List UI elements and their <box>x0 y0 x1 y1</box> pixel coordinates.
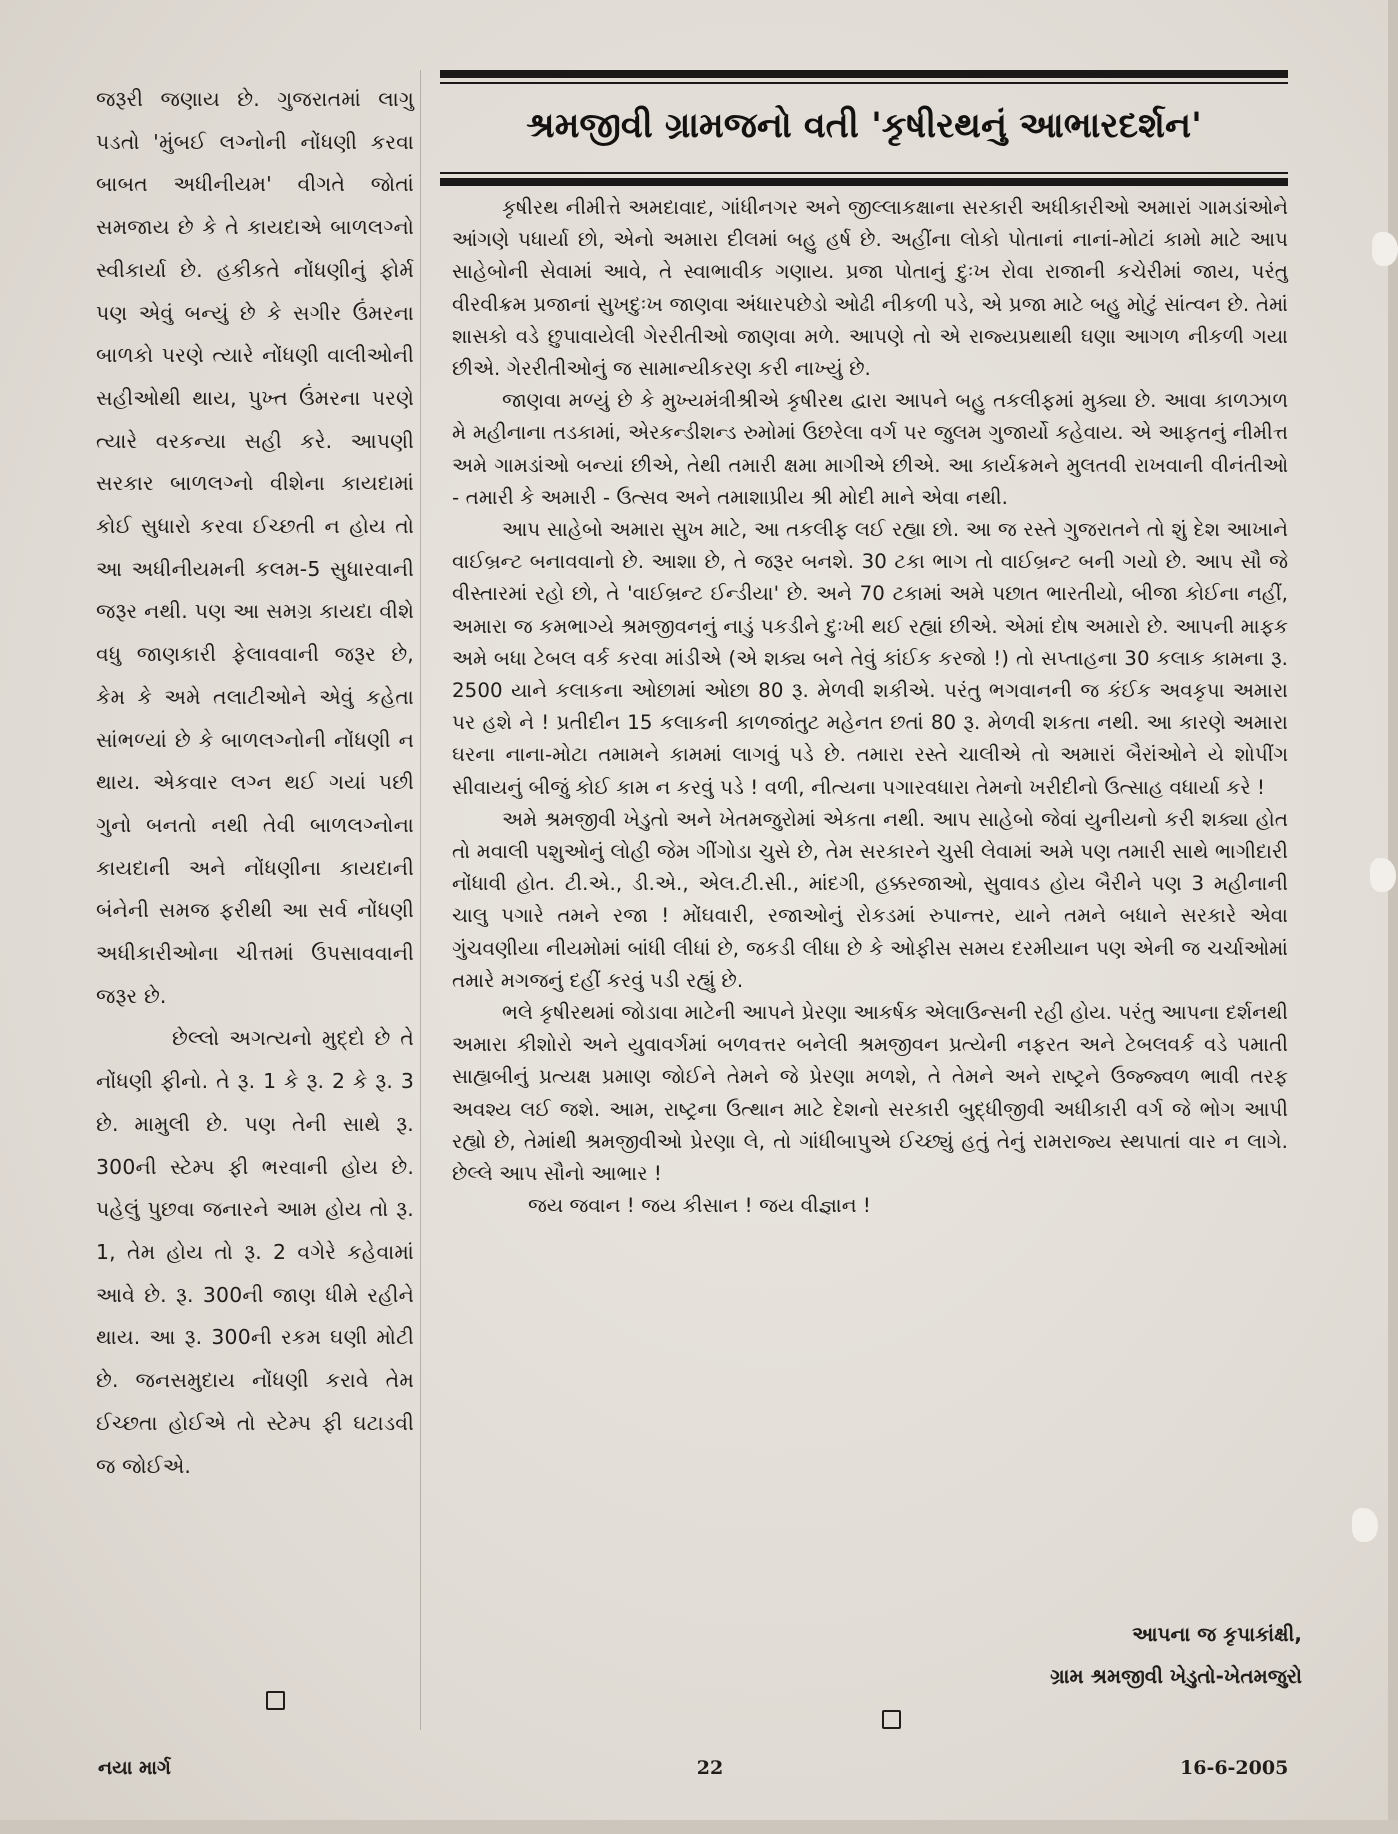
title-rule-top-thin <box>440 82 1288 84</box>
article-title: શ્રમજીવી ગ્રામજનો વતી 'કૃષીરથનું આભારદર્શન' <box>526 106 1202 146</box>
title-rule-bottom-thin <box>440 172 1288 174</box>
left-paragraph: જરૂરી જણાય છે. ગુજરાતમાં લાગુ પડતો 'મુંબઈ લગ્નોની નોંધણી કરવા બાબત અધીનીયમ' વીગતે જોતાં સમજાય છે કે તે કાયદાએ બાળલગ્નો સ્વીકાર્યા છે. હકીકતે નોંધણીનું ફોર્મ પણ એવું બન્યું છે કે સગીર ઉંમરના બાળકો પરણે ત્યારે નોંધણી વાલીઓની સહીઓથી થાય, પુખ્ત ઉંમરના પરણે ત્યારે વરકન્યા સહી કરે. આપણી સરકાર બાળલગ્નો વીશેના કાયદામાં કોઈ સુધારો કરવા ઈચ્છતી ન હોય તો આ અધીનીયમની કલમ-5 સુધારવાની જરૂર નથી. પણ આ સમગ્ર કાયદા વીશે વધુ જાણકારી ફેલાવવાની જરૂર છે, કેમ કે અમે તલાટીઓને એવું કહેતા સાંભળ્યાં છે કે બાળલગ્નોની નોંધણી ન થાય. એકવાર લગ્ન થઈ ગયાં પછી ગુનો બનતો નથી તેવી બાળલગ્નોના કાયદાની અને નોંધણીના કાયદાની બંનેની સમજ ફરીથી આ સર્વ નોંધણી અધીકારીઓના ચીત્તમાં ઉપસાવવાની જરૂર છે. <box>96 87 414 1008</box>
page-tear-mark <box>1352 1508 1378 1542</box>
title-rule-top-thick <box>440 70 1288 78</box>
article-cheer: જય જવાન ! જય કીસાન ! જય વીજ્ઞાન ! <box>528 1194 871 1218</box>
column-divider <box>420 70 421 1730</box>
page-tear-mark <box>1370 858 1396 892</box>
scan-bottom-shadow <box>0 1820 1398 1834</box>
article-body <box>452 192 1288 1223</box>
end-of-article-icon <box>266 1691 285 1710</box>
scan-edge-shadow <box>1388 0 1398 1834</box>
footer-date: 16-6-2005 <box>1180 1757 1289 1779</box>
footer-publication: નયા માર્ગ <box>98 1757 171 1779</box>
article-paragraph: જાણવા મળ્યું છે કે મુખ્યમંત્રીશ્રીએ કૃષીરથ દ્વારા આપને બહુ તકલીફમાં મુક્યા છે. આવા કાળઝાળ મે મહીનાના તડકામાં, એરકન્ડીશન્ડ રુમોમાં ઉછરેલા વર્ગ પર જુલમ ગુજાર્યો કહેવાય. એ આફતનું નીમીત્ત અમે ગામડાંઓ બન્યાં છીએ, તેથી તમારી ક્ષમા માગીએ છીએ. આ કાર્યક્રમને મુલતવી રાખવાની વીનંતીઓ - તમારી કે અમારી - ઉત્સવ અને તમાશાપ્રીય શ્રી મોદી માને એવા નથી. <box>452 389 1288 509</box>
left-column-text <box>96 78 414 1487</box>
left-paragraph: છેલ્લો અગત્યનો મુદ્દો છે તે નોંધણી ફીનો. તે રૂ. 1 કે રૂ. 2 કે રૂ. 3 છે. મામુલી છે. પણ તેની સાથે રૂ. 300ની સ્ટેમ્પ ફી ભરવાની હોય છે. પહેલું પુછવા જનારને આમ હોય તો રૂ. 1, તેમ હોય તો રૂ. 2 વગેરે કહેવામાં આવે છે. રૂ. 300ની જાણ ધીમે રહીને થાય. આ રૂ. 300ની રકમ ઘણી મોટી છે. જનસમુદાય નોંધણી કરાવે તેમ ઈચ્છતા હોઈએ તો સ્ટેમ્પ ફી ઘટાડવી જ જોઈએ. <box>96 1026 414 1478</box>
article-paragraph: ભલે કૃષીરથમાં જોડાવા માટેની આપને પ્રેરણા આકર્ષક એલાઉન્સની રહી હોય. પરંતુ આપના દર્શનથી અમારા કીશોરો અને યુવાવર્ગમાં બળવત્તર બનેલી શ્રમજીવન પ્રત્યેની નફરત અને ટેબલવર્ક વડે પમાતી સાહ્યબીનું પ્રત્યક્ષ પ્રમાણ જોઈને તેમને જે પ્રેરણા મળશે, તે તેમને અને રાષ્ટ્રને ઉજ્જ્વળ ભાવી તરફ અવશ્ય લઈ જશે. આમ, રાષ્ટ્રના ઉત્થાન માટે દેશનો સરકારી બુદ્ધીજીવી અધીકારી વર્ગ જે ભોગ આપી રહ્યો છે, તેમાંથી શ્રમજીવીઓ પ્રેરણા લે, તો ગાંધીબાપુએ ઈચ્છ્યું હતું તેનું રામરાજ્ય સ્થપાતાં વાર ન લાગે. છેલ્લે આપ સૌનો આભાર ! <box>452 1001 1288 1186</box>
article-paragraph: કૃષીરથ નીમીત્તે અમદાવાદ, ગાંધીનગર અને જીલ્લાકક્ષાના સરકારી અધીકારીઓ અમારાં ગામડાંઓને આંગણે પધાર્યા છો, એનો અમારા દીલમાં બહુ હર્ષ છે. અહીંના લોકો પોતાનાં નાનાં-મોટાં કામો માટે આપ સાહેબોની સેવામાં આવે, તે સ્વાભાવીક ગણાય. પ્રજા પોતાનું દુઃખ રોવા રાજાની કચેરીમાં જાય, પરંતુ વીરવીક્રમ પ્રજાનાં સુખદુઃખ જાણવા અંધારપછેડો ઓઢી નીકળી પડે, એ પ્રજા માટે બહુ મોટું સાંત્વન છે. તેમાં શાસકો વડે છુપાવાયેલી ગેરરીતીઓ જાણવા મળે. આપણે તો એ રાજ્યપ્રથાથી ઘણા આગળ નીકળી ગયા છીએ. ગેરરીતીઓનું જ સામાન્યીકરણ કરી નાખ્યું છે. <box>452 196 1288 381</box>
end-of-article-icon <box>882 1710 901 1729</box>
page-tear-mark <box>1372 232 1398 266</box>
footer-page-number: 22 <box>696 1757 724 1779</box>
title-rule-bottom-thick <box>440 178 1288 186</box>
article-paragraph: અમે શ્રમજીવી ખેડુતો અને ખેતમજુરોમાં એકતા નથી. આપ સાહેબો જેવાં યુનીયનો કરી શક્યા હોત તો મવાલી પશુઓનું લોહી જેમ ગીંગોડા ચુસે છે, તેમ સરકારને ચુસી લેવામાં અમે પણ તમારી સાથે ભાગીદારી નોંધાવી હોત. ટી.એ., ડી.એ., એલ.ટી.સી., માંદગી, હક્કરજાઓ, સુવાવડ હોય બૈરીને પણ 3 મહીનાની ચાલુ પગારે તમને રજા ! મોંઘવારી, રજાઓનું રોકડમાં રુપાન્તર, યાને તમને બધાને સરકારે એવા ગુંચવણીયા નીયમોમાં બાંધી લીધાં છે, જકડી લીધા છે કે ઓફીસ સમય દરમીયાન પણ એની જ ચર્ચાઓમાં તમારે મગજનું દહીં કરવું પડી રહ્યું છે. <box>452 807 1288 992</box>
signoff-line-1: આપના જ કૃપાકાંક્ષી, <box>1132 1622 1302 1646</box>
signoff-line-2: ગ્રામ શ્રમજીવી ખેડુતો-ખેતમજુરો <box>1050 1664 1302 1688</box>
article-paragraph: આપ સાહેબો અમારા સુખ માટે, આ તકલીફ લઈ રહ્યા છો. આ જ રસ્તે ગુજરાતને તો શું દેશ આખાને વાઈબ્રન્ટ બનાવવાનો છે. આશા છે, તે જરૂર બનશે. 30 ટકા ભાગ તો વાઈબ્રન્ટ બની ગયો છે. આપ સૌ જે વીસ્તારમાં રહો છો, તે 'વાઈબ્રન્ટ ઈન્ડીયા' છે. અને 70 ટકામાં અમે પછાત ભારતીયો, બીજા કોઈના નહીં, અમારા જ કમભાગ્યે શ્રમજીવનનું નાડું પકડીને દુઃખી થઈ રહ્યાં છીએ. એમાં દોષ અમારો છે. આપની માફક અમે બધા ટેબલ વર્ક કરવા માંડીએ (એ શક્ય બને તેવું કાંઈક કરજો !) તો સપ્તાહના 30 કલાક કામના રૂ. 2500 યાને કલાકના ઓછામાં ઓછા 80 રૂ. મેળવી શકીએ. પરંતુ ભગવાનની જ કંઈક અવકૃપા અમારા પર હશે ને ! પ્રતીદીન 15 કલાકની કાળજાંતુટ મહેનત છતાં 80 રૂ. મેળવી શકતા નથી. આ કારણે અમારા ઘરના નાના-મોટા તમામને કામમાં લાગવું પડે છે. તમારા રસ્તે ચાલીએ તો અમારાં બૈરાંઓને યે શોપીંગ સીવાયનું બીજું કોઈ કામ ન કરવું પડે ! વળી, નીત્યના પગારવધારા તેમનો ખરીદીનો ઉત્સાહ વધાર્યા કરે ! <box>452 518 1289 799</box>
